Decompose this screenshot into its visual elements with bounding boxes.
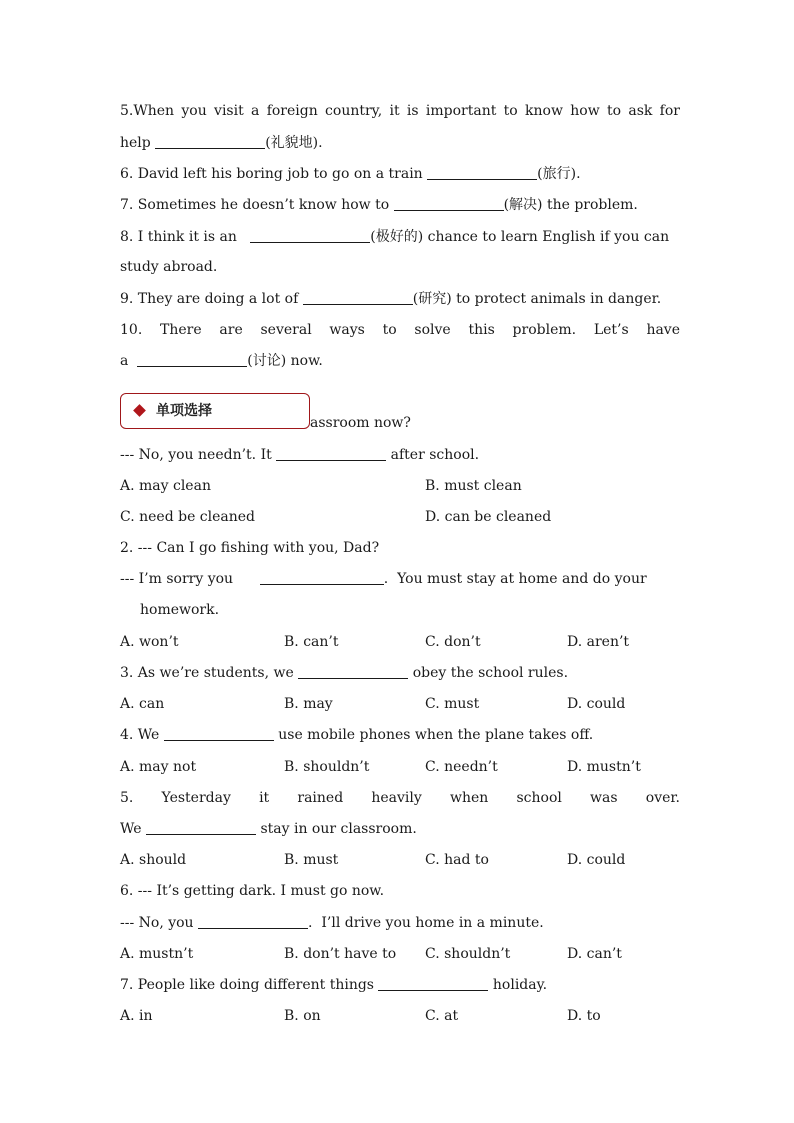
option-a[interactable]: A. mustn’t	[120, 946, 194, 962]
answer-blank[interactable]	[427, 165, 537, 180]
fill-q5-line1: 5.When you visit a foreign country, it is important to know how to ask for	[120, 103, 680, 119]
choice-q2-reply: --- I’m sorry you . You must stay at home and do your	[120, 571, 647, 587]
section-header-single-choice	[120, 393, 310, 429]
option-d[interactable]: D. can be cleaned	[425, 509, 552, 525]
option-a[interactable]: A. in	[120, 1008, 153, 1024]
answer-blank[interactable]	[198, 914, 308, 929]
fill-q9: 9. They are doing a lot of (研究) to protect animals in danger.	[120, 291, 662, 307]
answer-blank[interactable]	[164, 726, 274, 741]
section-title: 单项选择	[156, 403, 212, 419]
choice-q3-stem: 3. As we’re students, we obey the school rules.	[120, 665, 569, 681]
option-d[interactable]: D. can’t	[567, 946, 622, 962]
choice-q5-cont: We stay in our classroom.	[120, 821, 417, 837]
option-b[interactable]: B. don’t have to	[284, 946, 397, 962]
answer-blank[interactable]	[378, 976, 488, 991]
answer-blank[interactable]	[137, 352, 247, 367]
fill-q7: 7. Sometimes he doesn’t know how to (解决) the problem.	[120, 197, 638, 213]
choice-q1-stem: assroom now?	[310, 415, 411, 431]
fill-q10-line1: 10. There are several ways to solve this problem. Let’s have	[120, 322, 680, 338]
fill-q10-line2: a (讨论) now.	[120, 353, 323, 369]
option-c[interactable]: C. had to	[425, 852, 489, 868]
option-c[interactable]: C. don’t	[425, 634, 481, 650]
option-c[interactable]: C. shouldn’t	[425, 946, 511, 962]
option-b[interactable]: B. shouldn’t	[284, 759, 370, 775]
option-d[interactable]: D. could	[567, 852, 626, 868]
fill-q5-line2: help (礼貌地).	[120, 135, 323, 151]
choice-q2-stem: 2. --- Can I go fishing with you, Dad?	[120, 540, 380, 556]
option-b[interactable]: B. must	[284, 852, 339, 868]
option-a[interactable]: A. can	[120, 696, 165, 712]
answer-blank[interactable]	[394, 196, 504, 211]
choice-q6-stem: 6. --- It’s getting dark. I must go now.	[120, 883, 385, 899]
answer-blank[interactable]	[146, 820, 256, 835]
option-c[interactable]: C. at	[425, 1008, 459, 1024]
option-a[interactable]: A. may not	[120, 759, 197, 775]
option-d[interactable]: D. could	[567, 696, 626, 712]
option-d[interactable]: D. aren’t	[567, 634, 630, 650]
choice-q4-stem: 4. We use mobile phones when the plane takes off.	[120, 727, 594, 743]
answer-blank[interactable]	[298, 664, 408, 679]
answer-blank[interactable]	[260, 570, 384, 585]
choice-q1-reply: --- No, you needn’t. It after school.	[120, 447, 480, 463]
option-c[interactable]: C. needn’t	[425, 759, 498, 775]
option-d[interactable]: D. mustn’t	[567, 759, 641, 775]
answer-blank[interactable]	[303, 290, 413, 305]
option-b[interactable]: B. may	[284, 696, 333, 712]
answer-blank[interactable]	[155, 134, 265, 149]
answer-blank[interactable]	[276, 446, 386, 461]
diamond-icon	[133, 404, 146, 417]
option-c[interactable]: C. must	[425, 696, 480, 712]
option-b[interactable]: B. on	[284, 1008, 321, 1024]
option-a[interactable]: A. may clean	[120, 478, 211, 494]
answer-blank[interactable]	[250, 228, 370, 243]
fill-q8-line1: 8. I think it is an (极好的) chance to learn English if you can	[120, 229, 670, 245]
option-d[interactable]: D. to	[567, 1008, 601, 1024]
option-b[interactable]: B. can’t	[284, 634, 339, 650]
fill-q6: 6. David left his boring job to go on a train (旅行).	[120, 166, 581, 182]
choice-q6-reply: --- No, you . I’ll drive you home in a minute.	[120, 915, 544, 931]
option-a[interactable]: A. won’t	[120, 634, 179, 650]
option-a[interactable]: A. should	[120, 852, 187, 868]
choice-q2-cont: homework.	[140, 602, 220, 618]
option-b[interactable]: B. must clean	[425, 478, 522, 494]
option-c[interactable]: C. need be cleaned	[120, 509, 256, 525]
choice-q7-stem: 7. People like doing different things holiday.	[120, 977, 548, 993]
fill-q8-line2: study abroad.	[120, 259, 218, 275]
choice-q5-stem: 5. Yesterday it rained heavily when school was over.	[120, 790, 680, 806]
